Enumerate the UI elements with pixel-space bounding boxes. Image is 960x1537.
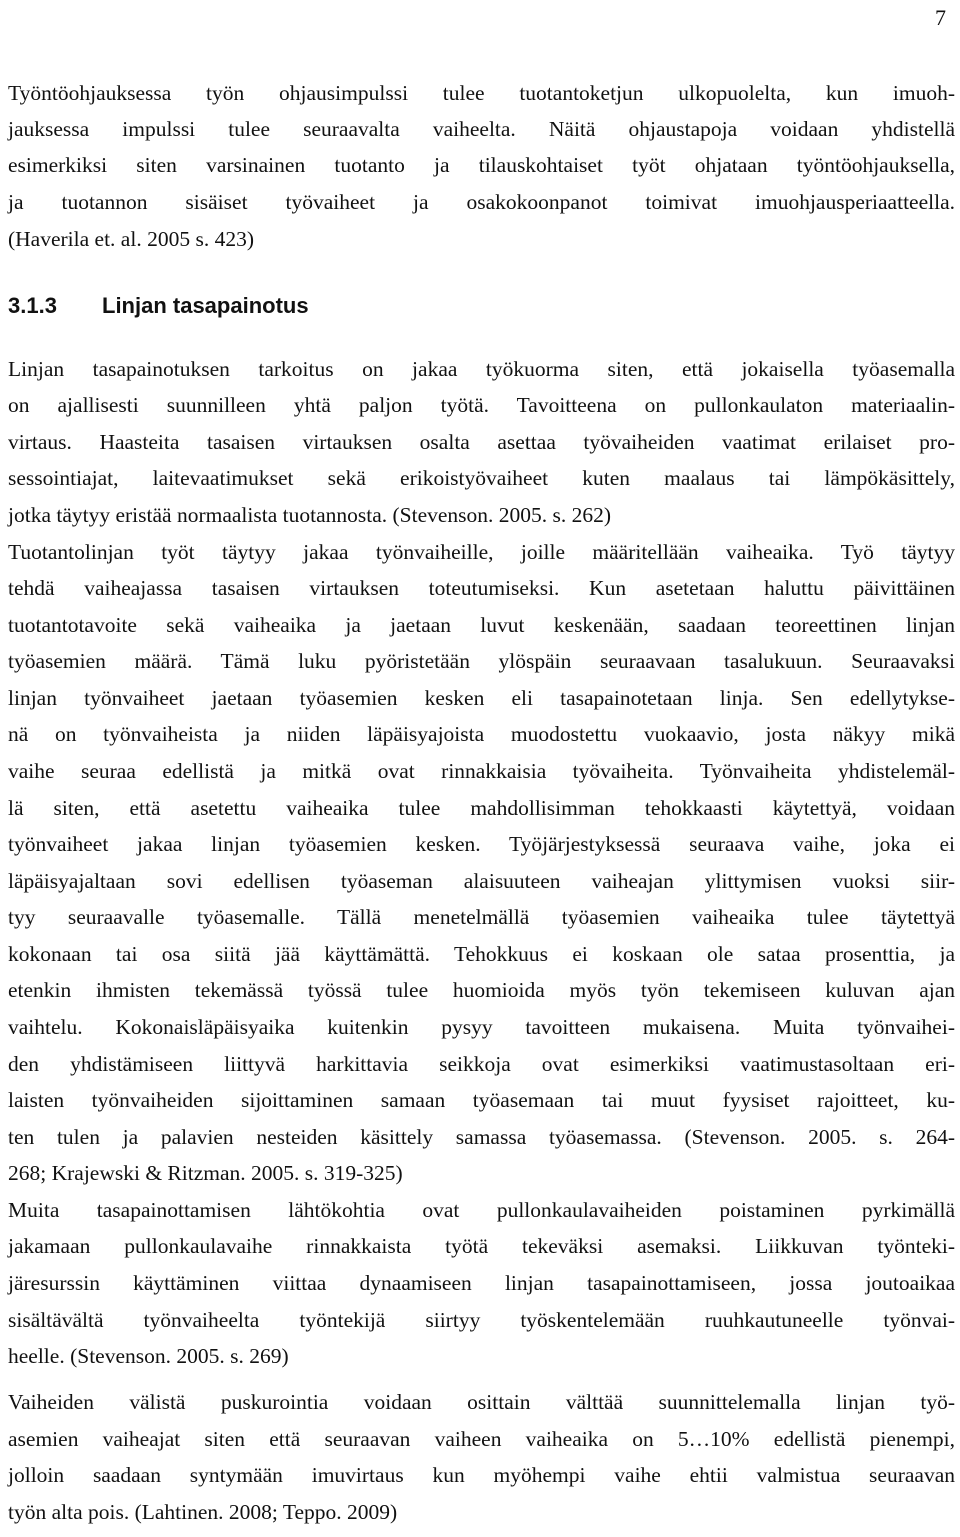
text-line: sessointiajat, laitevaatimukset sekä erikoistyövaiheet kuten maalaus tai lämpökäsittely,: [8, 466, 955, 490]
text-line: tehdä vaiheajassa tasaisen virtauksen toteutumiseksi. Kun asetetaan haluttu päivittäinen: [8, 576, 955, 600]
text-line: virtaus. Haasteita tasaisen virtauksen osalta asettaa työvaiheiden vaatimat erilaiset pro-: [8, 430, 955, 454]
text-line: on ajallisesti suunnilleen yhtä paljon työtä. Tavoitteena on pullonkaulaton materiaalin-: [8, 393, 955, 417]
text-line: vaihe seuraa edellistä ja mitkä ovat rinnakkaisia työvaiheita. Työnvaiheita yhdistelemäl-: [8, 759, 955, 783]
text-line: jotka täytyy eristää normaalista tuotannosta. (Stevenson. 2005. s. 262): [8, 503, 612, 527]
text-line: jauksessa impulssi tulee seuraavalta vaiheelta. Näitä ohjaustapoja voidaan yhdistellä: [8, 117, 955, 141]
text-line: linjan työnvaiheet jaetaan työasemien kesken eli tasapainotetaan linja. Sen edellytykse-: [8, 686, 955, 710]
text-line: Linjan tasapainotuksen tarkoitus on jakaa työkuorma siten, että jokaisella työasemalla: [8, 357, 955, 381]
text-line: läpäisyajaltaan sovi edellisen työaseman alaisuuteen vaiheajan ylittymisen vuoksi siir-: [8, 869, 955, 893]
text-line: ja tuotannon sisäiset työvaiheet ja osakokoonpanot toimivat imuohjausperiaatteella.: [8, 190, 955, 214]
page-number: 7: [935, 5, 946, 30]
text-line: vaihtelu. Kokonaisläpäisyaika kuitenkin pysyy tavoitteen mukaisena. Muita työnvaihei-: [8, 1015, 955, 1039]
text-line: (Haverila et. al. 2005 s. 423): [8, 227, 254, 251]
text-line: jakamaan pullonkaulavaihe rinnakkaista työtä tekeväksi asemaksi. Liikkuvan työnteki-: [8, 1234, 955, 1258]
text-line: laisten työnvaiheiden sijoittaminen samaan työasemaan tai muut fyysiset rajoitteet, ku-: [8, 1088, 955, 1112]
text-line: Muita tasapainottamisen lähtökohtia ovat pullonkaulavaiheiden poistaminen pyrkimällä: [8, 1198, 955, 1222]
text-line: työnvaiheet jakaa linjan työasemien kesken. Työjärjestyksessä seuraava vaihe, joka ei: [8, 832, 955, 856]
text-line: sisältävältä työnvaiheelta työntekijä siirtyy työskentelemään ruuhkautuneelle työnvai-: [8, 1308, 955, 1332]
text-line: 268; Krajewski & Ritzman. 2005. s. 319-325): [8, 1161, 403, 1185]
text-line: työn alta pois. (Lahtinen. 2008; Teppo. 2009): [8, 1500, 398, 1524]
text-line: Tuotantolinjan työt täytyy jakaa työnvaiheille, joille määritellään vaiheaika. Työ täytyy: [8, 540, 955, 564]
text-line: heelle. (Stevenson. 2005. s. 269): [8, 1344, 289, 1368]
text-line: nä on työnvaiheista ja niiden läpäisyajoista muodostettu vuokaavio, josta näkyy mikä: [8, 722, 955, 746]
text-line: jolloin saadaan syntymään imuvirtaus kun myöhempi vaihe ehtii valmistua seuraavan: [8, 1463, 955, 1487]
text-line: Vaiheiden välistä puskurointia voidaan osittain välttää suunnittelemalla linjan työ-: [8, 1390, 955, 1414]
text-line: järesurssin käyttäminen viittaa dynaamiseen linjan tasapainottamiseen, jossa joutoaikaa: [8, 1271, 955, 1295]
text-line: kokonaan tai osa siitä jää käyttämättä. Tehokkuus ei koskaan ole sataa prosenttia, ja: [8, 942, 955, 966]
text-line: ten tulen ja palavien nesteiden käsittely samassa työasemassa. (Stevenson. 2005. s. 264-: [8, 1125, 955, 1149]
section-number: 3.1.3: [8, 293, 57, 318]
text-line: tyy seuraavalle työasemalle. Tällä menetelmällä työasemien vaiheaika tulee täytettyä: [8, 905, 955, 929]
text-line: den yhdistämiseen liittyvä harkittavia seikkoja ovat esimerkiksi vaatimustasoltaan eri-: [8, 1052, 955, 1076]
text-line: lä siten, että asetettu vaiheaika tulee mahdollisimman tehokkaasti käytettyä, voidaan: [8, 796, 955, 820]
section-heading: [8, 292, 309, 320]
text-line: Työntöohjauksessa työn ohjausimpulssi tulee tuotantoketjun ulkopuolelta, kun imuoh-: [8, 81, 955, 105]
text-line: esimerkiksi siten varsinainen tuotanto ja tilauskohtaiset työt ohjataan työntöohjauksella,: [8, 153, 955, 177]
text-line: työasemien määrä. Tämä luku pyöristetään ylöspäin seuraavaan tasalukuun. Seuraavaksi: [8, 649, 955, 673]
section-title: Linjan tasapainotus: [102, 293, 309, 318]
text-line: tuotantotavoite sekä vaiheaika ja jaetaan luvut keskenään, saadaan teoreettinen linjan: [8, 613, 955, 637]
text-line: etenkin ihmisten tekemässä työssä tulee huomioida myös työn tekemiseen kuluvan ajan: [8, 978, 955, 1002]
text-line: asemien vaiheajat siten että seuraavan vaiheen vaiheaika on 5…10% edellistä pienempi,: [8, 1427, 955, 1451]
